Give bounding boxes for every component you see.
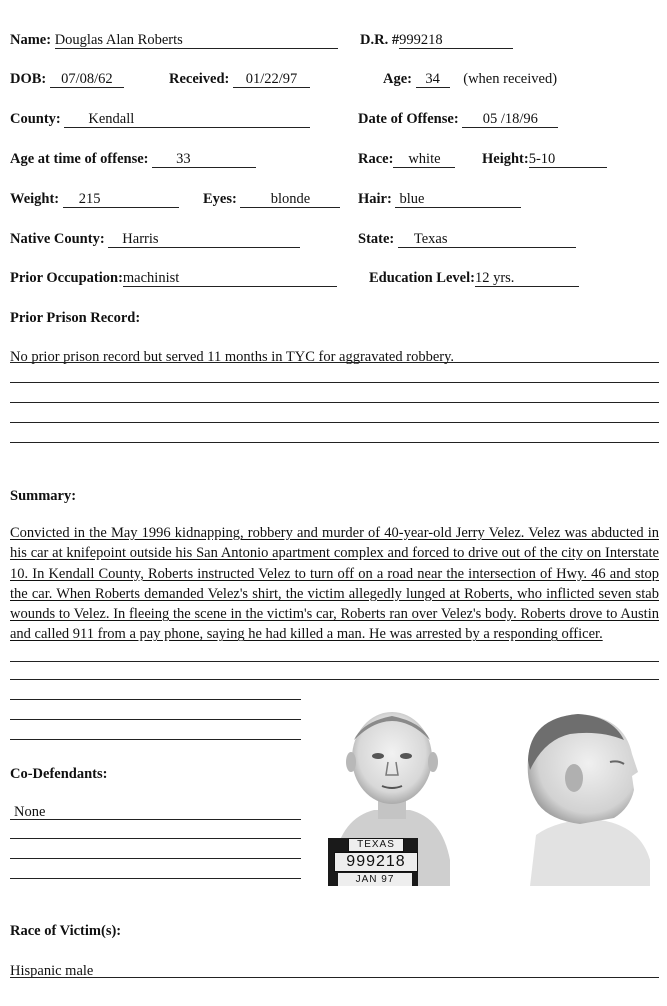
- placard-number: 999218: [334, 852, 418, 872]
- occupation-label: Prior Occupation:: [10, 270, 123, 286]
- eyes-label: Eyes:: [203, 191, 237, 207]
- name-value: Douglas Alan Roberts: [55, 33, 338, 49]
- summary-text: Convicted in the May 1996 kidnapping, robbery and murder of 40-year-old Jerry Velez. Velez was abducted in his car at knifepoint outside his San Antonio apartment complex and forced to drive out of the city on Interstate 10. In Kendall County, Roberts instructed Velez to turn off on a road near the intersection of Hwy. 46 and stop the car. When Roberts demanded Velez's shirt, the victim allegedly lunged at Roberts, who inflicted seven stab wounds to Velez. In fleeing the scene in the victim's car, Roberts ran over Velez's body. Roberts drove to Austin and called 911 from a pay phone, saying he had killed a man. He was arrested by a responding officer.: [10, 525, 659, 643]
- dob-field: [10, 70, 124, 88]
- prior-record-line: [10, 382, 659, 383]
- education-value: 12 yrs.: [475, 271, 579, 287]
- codefendants-line: [10, 838, 301, 839]
- height-value: 5-10: [529, 152, 607, 168]
- occupation-value: machinist: [123, 271, 337, 287]
- codefendants-line: [10, 858, 301, 859]
- received-value: 01/22/97: [233, 72, 310, 88]
- age-label: Age:: [383, 71, 412, 87]
- placard-date: JAN 97: [338, 873, 412, 886]
- eyes-field: [203, 190, 340, 208]
- age-at-offense-field: [10, 150, 256, 168]
- summary-line: [10, 661, 659, 662]
- mugshot-profile-image: [500, 700, 660, 886]
- age-at-offense-label: Age at time of offense:: [10, 151, 149, 167]
- victim-race-line: [10, 977, 659, 978]
- offense-date-label: Date of Offense:: [358, 111, 459, 127]
- race-field: [358, 150, 455, 168]
- education-label: Education Level:: [369, 270, 475, 286]
- weight-field: [10, 190, 179, 208]
- native-county-label: Native County:: [10, 231, 105, 247]
- name-field: [10, 31, 338, 49]
- county-value: Kendall: [64, 112, 310, 128]
- placard-state: TEXAS: [348, 838, 404, 852]
- received-label: Received:: [169, 71, 230, 87]
- age-note: (when received): [463, 71, 558, 87]
- received-field: [169, 70, 310, 88]
- mugshot-profile-photo: [500, 700, 660, 886]
- dob-value: 07/08/62: [50, 72, 124, 88]
- prior-record-label: Prior Prison Record:: [10, 310, 141, 326]
- native-county-value: Harris: [108, 232, 300, 248]
- prior-record-line: [10, 422, 659, 423]
- prior-record-line: [10, 402, 659, 403]
- education-field: [369, 269, 579, 287]
- dr-number-field: [360, 31, 513, 49]
- weight-label: Weight:: [10, 191, 60, 207]
- occupation-field: [10, 269, 337, 287]
- native-county-field: [10, 230, 300, 248]
- state-field: [358, 230, 576, 248]
- prior-record-line: [10, 442, 659, 443]
- age-field: [383, 70, 557, 88]
- codefendants-line: [10, 878, 301, 879]
- summary-line: [10, 699, 301, 700]
- summary-line: [10, 679, 659, 680]
- county-label: County:: [10, 111, 61, 127]
- dr-number-label: D.R. #: [360, 32, 400, 48]
- prior-record-line: [10, 362, 659, 363]
- summary-line: [10, 739, 301, 740]
- race-label: Race:: [358, 151, 394, 167]
- codefendants-label: Co-Defendants:: [10, 766, 108, 782]
- state-value: Texas: [398, 232, 576, 248]
- state-label: State:: [358, 231, 395, 247]
- codefendants-line: [10, 819, 301, 820]
- prior-record-text: No prior prison record but served 11 months in TYC for aggravated robbery.: [10, 349, 455, 365]
- weight-value: 215: [63, 192, 179, 208]
- offense-date-field: [358, 110, 558, 128]
- age-at-offense-value: 33: [152, 152, 256, 168]
- county-field: [10, 110, 310, 128]
- age-value: 34: [416, 72, 450, 88]
- name-label: Name:: [10, 32, 52, 48]
- hair-value: blue: [395, 192, 521, 208]
- hair-field: [358, 190, 521, 208]
- mugshot-front-photo: [312, 700, 472, 886]
- victim-race-label: Race of Victim(s):: [10, 923, 122, 939]
- codefendants-value: None: [14, 804, 46, 820]
- summary-label: Summary:: [10, 488, 77, 504]
- eyes-value: blonde: [240, 192, 340, 208]
- hair-label: Hair:: [358, 191, 392, 207]
- race-value: white: [393, 152, 455, 168]
- dob-label: DOB:: [10, 71, 47, 87]
- height-field: [482, 150, 607, 168]
- height-label: Height:: [482, 151, 529, 167]
- dr-number-value: 999218: [399, 33, 513, 49]
- summary-line: [10, 719, 301, 720]
- victim-race-value: Hispanic male: [10, 963, 94, 979]
- offense-date-value: 05 /18/96: [462, 112, 558, 128]
